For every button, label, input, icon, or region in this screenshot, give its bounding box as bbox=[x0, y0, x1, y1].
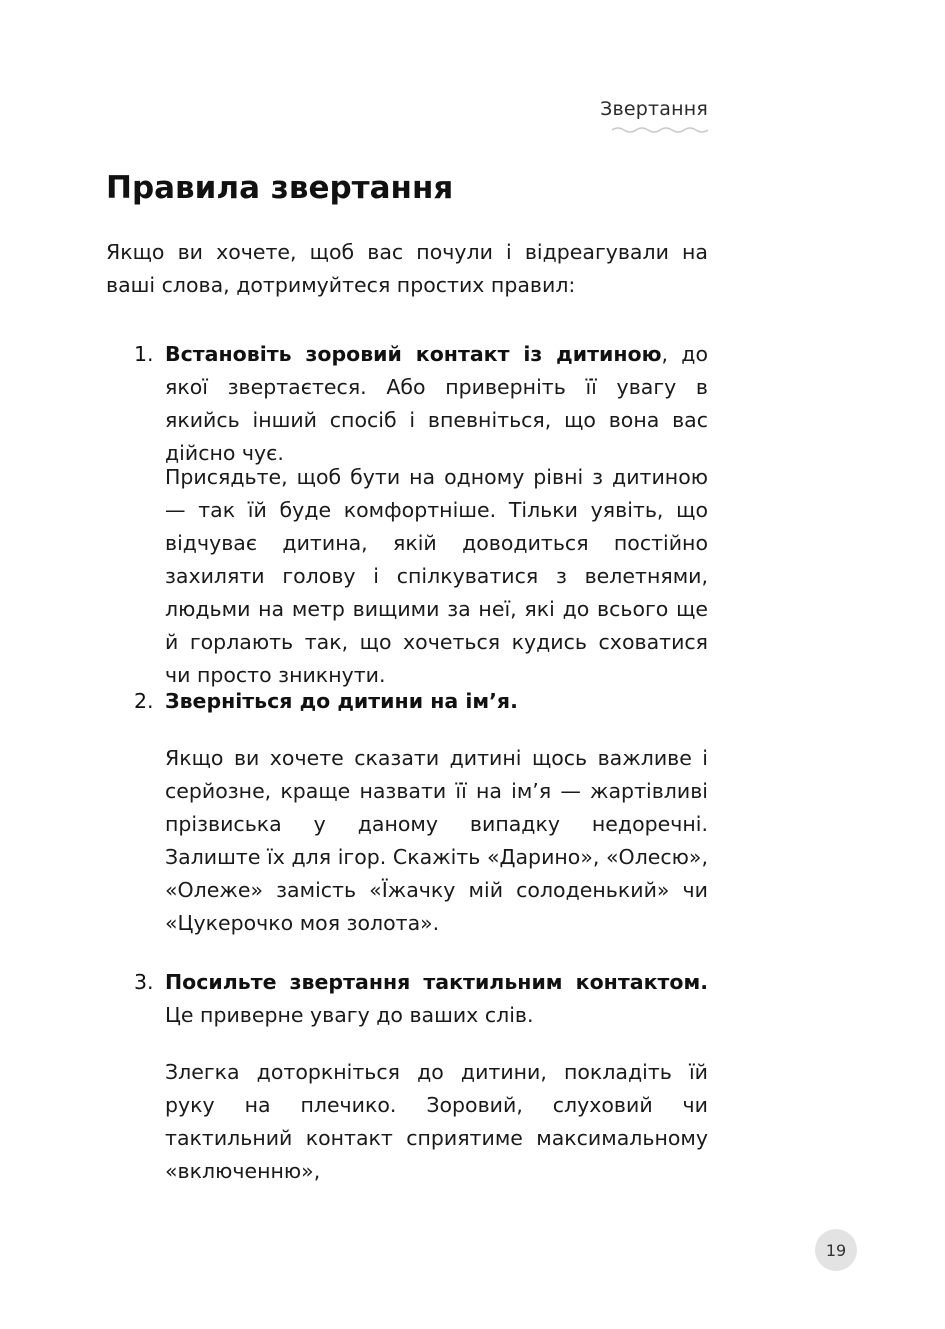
list-item-number: 2. bbox=[134, 689, 154, 713]
list-item-bold-lead: Зверніться до дитини на ім’я. bbox=[165, 689, 518, 713]
list-item-rest: , до якої звертаєтеся. Або приверніть її увагу в якийсь інший спосіб і впевніться, що вона вас дійсно чує. bbox=[165, 342, 709, 465]
list-item-text bbox=[165, 338, 708, 470]
list-item-rest: Це приверне увагу до ваших слів. bbox=[165, 1003, 534, 1027]
item-3-paragraph: Злегка доторкніться до дитини, покладіть їй руку на плечико. Зоровий, слуховий чи тактильний контакт сприятиме максимальному «включенню», bbox=[165, 1060, 708, 1183]
list-item-1 bbox=[106, 338, 708, 470]
list-item-bold-lead: Встановіть зоровий контакт із дитиною bbox=[165, 342, 662, 366]
list-item-text bbox=[165, 685, 708, 718]
item-2-paragraph: Якщо ви хочете сказати дитині щось важливе і серйозне, краще назвати її на ім’я — жартівливі прізвиська у даному випадку недоречні. Залиште їх для ігор. Скажіть «Дарино», «Олесю», «Олеже» замість «Їжачку мій солоденький» чи «Цукерочко моя золота». bbox=[165, 746, 708, 935]
item-1-paragraph: Присядьте, щоб бути на одному рівні з дитиною — так їй буде комфортніше. Тільки уявіть, що відчуває дитина, якій доводиться постійно захиляти голову і спілкуватися з велетнями, людьми на метр вищими за неї, які до всього ще й горлають так, що хочеться кудись сховатися чи просто зникнути. bbox=[165, 465, 708, 687]
list-item-bold-lead: Посильте звертання тактильним контактом. bbox=[165, 970, 708, 994]
running-head: Звертання bbox=[600, 98, 708, 120]
list-item-text bbox=[165, 966, 708, 1032]
list-item-3 bbox=[106, 966, 708, 1032]
page-title: Правила звертання bbox=[106, 170, 454, 206]
list-item-number: 3. bbox=[134, 970, 154, 994]
running-head-wave-decoration bbox=[612, 126, 708, 134]
intro-paragraph: Якщо ви хочете, щоб вас почули і відреагували на ваші слова, дотримуйтеся простих правил: bbox=[106, 240, 708, 297]
list-item-2 bbox=[106, 685, 708, 718]
list-item-number: 1. bbox=[134, 342, 154, 366]
page-number: 19 bbox=[825, 1240, 847, 1260]
page-number-badge bbox=[815, 1229, 857, 1271]
